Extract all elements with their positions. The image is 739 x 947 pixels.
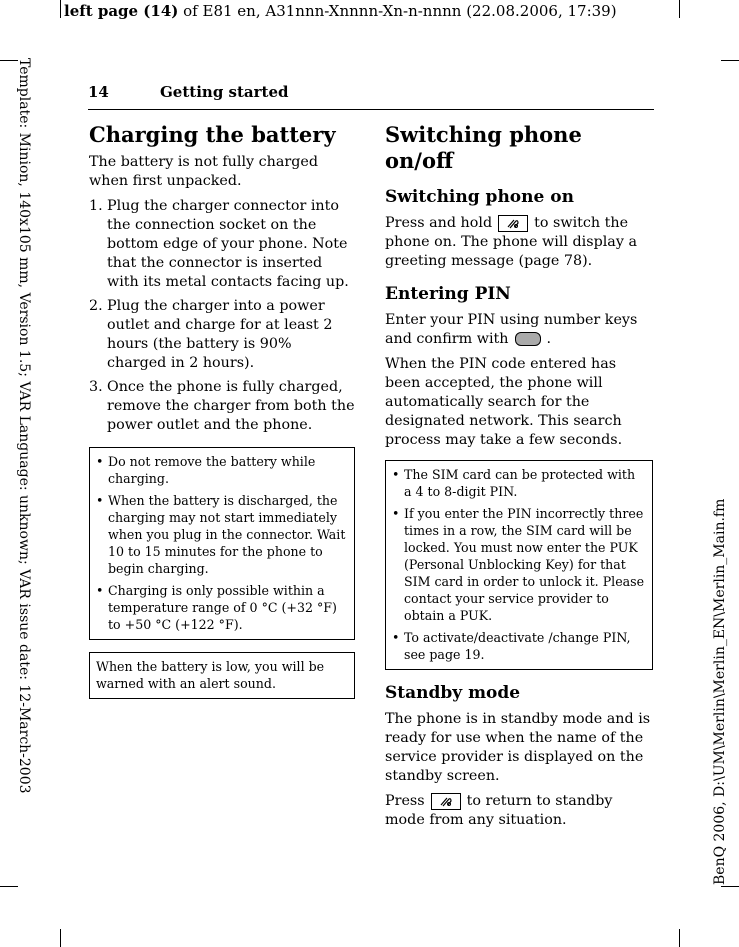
crop-mark (60, 929, 61, 947)
charging-title: Charging the battery (89, 122, 336, 147)
print-header-page: left page (14) (64, 2, 179, 20)
page-number: 14 (88, 83, 109, 101)
crop-mark (721, 60, 739, 61)
standby-text: The phone is in standby mode and is ready for use when the name of the service provider is displayed on the standby screen. (385, 711, 651, 784)
list-item (89, 197, 355, 292)
note-item: • When the battery is discharged, the charging may not start immediately when you plug in the connector. Wait 10 to 15 minutes for the phone to begin charging. (96, 492, 348, 577)
crop-mark (679, 0, 680, 18)
charging-intro: The battery is not fully charged when first unpacked. (89, 154, 318, 189)
step-number: 2. (89, 298, 103, 314)
pin-text (385, 311, 653, 349)
low-battery-text: When the battery is low, you will be warned with an alert sound. (96, 659, 325, 691)
section-title: Getting started (160, 83, 289, 101)
step-text: Plug the charger connector into the connection socket on the bottom edge of your phone. Note that the connector is inserted with its metal contacts facing up. (107, 198, 349, 290)
switch-on-after: to switch the phone on. The phone will display a greeting message (page 78). (385, 215, 637, 269)
running-header (88, 83, 654, 111)
switch-on-before: Press and hold (385, 215, 493, 231)
right-column (385, 122, 653, 836)
file-path-text: BenQ 2006, D:\UM\Merlin\Merlin_EN\Merlin_Main.fm (712, 498, 728, 885)
crop-mark (60, 0, 61, 18)
low-battery-box (89, 652, 355, 699)
pin-accepted-text: When the PIN code entered has been accepted, the phone will automatically search for the designated network. This search process may take a few seconds. (385, 356, 623, 448)
pin-notes-box (385, 460, 653, 670)
note-item: • Charging is only possible within a temperature range of 0 °C (+32 °F) to +50 °C (+122 °F). (96, 582, 348, 633)
print-header-info: of E81 en, A31nnn-Xnnnn-Xn-n-nnnn (22.08.2006, 17:39) (178, 2, 617, 20)
print-header (64, 2, 617, 20)
standby-before: Press (385, 793, 425, 809)
standby-heading: Standby mode (385, 683, 521, 703)
end-key-icon (431, 793, 461, 810)
step-number: 3. (89, 379, 103, 395)
file-path-margin (708, 490, 738, 890)
list-item (89, 378, 355, 435)
step-number: 1. (89, 198, 103, 214)
switching-title: Switching phone on/off (385, 122, 582, 173)
template-info-margin (10, 58, 40, 794)
note-item: • If you enter the PIN incorrectly three times in a row, the SIM card will be locked. You must now enter the PUK (Personal Unblocking Key) for that SIM card in order to unlock it. Please contact your service provider to obtain a PUK. (392, 505, 646, 624)
pin-after: . (546, 331, 552, 347)
switch-on-text (385, 214, 653, 271)
note-item: • Do not remove the battery while charging. (96, 453, 348, 487)
switch-on-heading: Switching phone on (385, 187, 574, 207)
note-item: • To activate/deactivate /change PIN, see page 19. (392, 629, 646, 663)
left-column (89, 122, 355, 699)
crop-mark (679, 929, 680, 947)
template-info-text: Template: Minion, 140x105 mm, Version 1.5; VAR Language: unknown; VAR issue date: 12-March-2003 (16, 58, 32, 794)
list-item (89, 297, 355, 373)
step-text: Once the phone is fully charged, remove the charger from both the power outlet and the phone. (107, 379, 355, 433)
pin-before: Enter your PIN using number keys and confirm with (385, 312, 638, 347)
pin-heading: Entering PIN (385, 284, 511, 304)
header-rule (88, 109, 654, 110)
softkey-icon (515, 332, 541, 346)
end-key-icon (498, 215, 528, 232)
standby-press-text (385, 792, 653, 830)
step-text: Plug the charger into a power outlet and charge for at least 2 hours (the battery is 90% charged in 2 hours). (107, 298, 333, 371)
charging-notes-box (89, 447, 355, 640)
charging-steps (89, 197, 355, 435)
standby-after: to return to standby mode from any situation. (385, 793, 613, 828)
note-item: • The SIM card can be protected with a 4 to 8-digit PIN. (392, 466, 646, 500)
crop-mark (0, 886, 18, 887)
